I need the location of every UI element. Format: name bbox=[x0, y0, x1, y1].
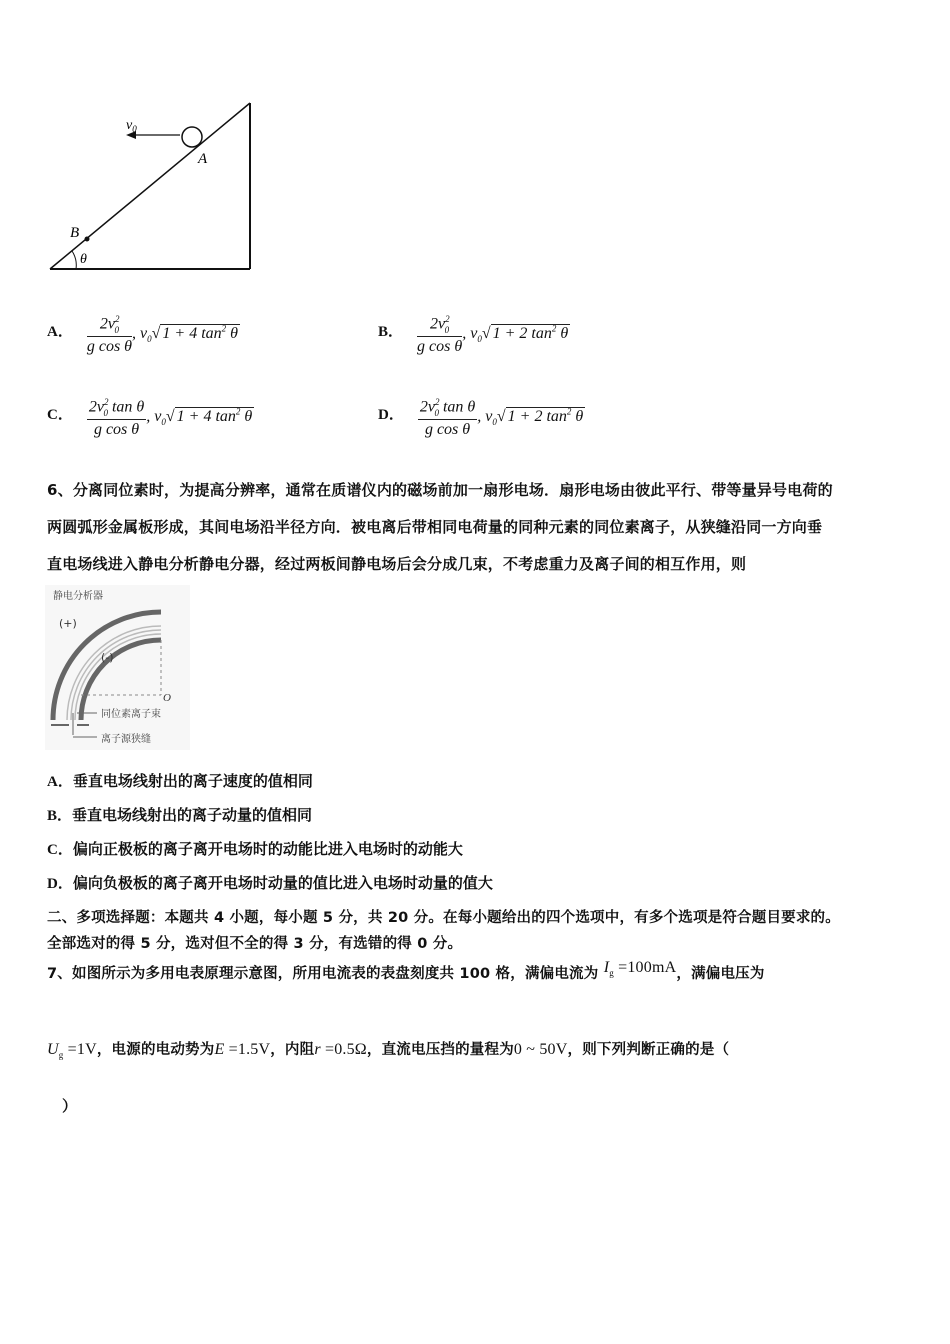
option-letter: A． bbox=[47, 324, 73, 341]
slit-label: 离子源狭缝 bbox=[101, 734, 151, 745]
option-letter: C． bbox=[47, 407, 73, 424]
option-formula: $\frac{2v^2_0 \tan \theta}{\text{g cos θ}}$ , $v_0√$ 1 + 4 $\tan^2 \theta$ bbox=[88, 397, 253, 438]
q6-choice-b[interactable]: B．垂直电场线射出的离子动量的值相同 bbox=[47, 806, 313, 824]
plus-label: (+) bbox=[59, 617, 77, 630]
q6-line-3: 直电场线进入静电分析静电分器，经过两板间静电场后会分成几束，不考虑重力及离子间的相互作用，则 bbox=[47, 555, 747, 573]
q6-line-1: 6、分离同位素时，为提高分辨率，通常在质谱仪内的磁场前加一扇形电场．扇形电场由彼此平行、带等量异号电荷的 bbox=[47, 481, 833, 499]
option-letter: B． bbox=[378, 324, 404, 341]
analyzer-figure bbox=[45, 585, 190, 750]
e-formula: E =1.5V bbox=[214, 1041, 271, 1058]
q6-choice-a[interactable]: A．垂直电场线射出的离子速度的值相同 bbox=[47, 772, 313, 790]
ig-formula: $I_g =100mA$ bbox=[603, 959, 677, 979]
q6-line-2: 两圆弧形金属板形成，其间电场沿半径方向．被电离后带相同电荷量的同种元素的同位素离子，从狭缝沿同一方向垂 bbox=[47, 518, 823, 536]
v0-label: $v_0$ bbox=[126, 118, 137, 134]
q7-line-2: $U_g =1V$，电源的电动势为E =1.5V，内阻r =0.5Ω，直流电压挡的量程为0 ~ 50V，则下列判断正确的是（ bbox=[47, 1041, 730, 1061]
incline-figure bbox=[40, 95, 270, 280]
range-formula: 0 ~ 50V bbox=[513, 1041, 568, 1058]
point-b bbox=[85, 237, 90, 242]
q7-line-1: 7、如图所示为多用电表原理示意图，所用电流表的表盘刻度共 100 格，满偏电流为 $I_g =100mA$，满偏电压为 bbox=[47, 959, 765, 982]
section2-line-2: 全部选对的得 5 分，选对但不全的得 3 分，有选错的得 0 分。 bbox=[47, 936, 463, 952]
q5-option-c[interactable] bbox=[47, 397, 254, 439]
section2-line-1: 二、多项选择题：本题共 4 小题，每小题 5 分，共 20 分。在每小题给出的四个选项中，有多个选项是符合题目要求的。 bbox=[47, 910, 840, 926]
beam-label: 同位素离子束 bbox=[101, 709, 161, 720]
point-o-label: O bbox=[163, 692, 171, 704]
q5-option-b[interactable] bbox=[378, 314, 570, 356]
analyzer-title: 静电分析器 bbox=[53, 591, 103, 602]
option-letter: D． bbox=[378, 407, 404, 424]
q6-choice-c[interactable]: C．偏向正极板的离子离开电场时的动能比进入电场时的动能大 bbox=[47, 840, 463, 858]
angle-arc bbox=[72, 251, 76, 269]
q7-close-paren: ） bbox=[62, 1097, 78, 1115]
label-b: B bbox=[70, 225, 80, 241]
q5-option-a[interactable] bbox=[47, 314, 240, 356]
label-a: A bbox=[198, 151, 208, 167]
ball bbox=[182, 127, 202, 147]
option-formula: $\frac{2v^2_0}{\text{g cos θ}}$ , $v_0√$ 1 + 4 $\tan^2 \theta$ bbox=[86, 314, 239, 355]
minus-label: (-) bbox=[101, 651, 114, 664]
incline-slope bbox=[50, 103, 250, 269]
q5-option-d[interactable] bbox=[378, 397, 585, 439]
ug-formula: $U_g =1V$ bbox=[47, 1041, 97, 1061]
option-formula: $\frac{2v^2_0}{\text{g cos θ}}$ , $v_0√$ 1 + 2 $\tan^2 \theta$ bbox=[417, 314, 569, 355]
q6-choice-d[interactable]: D．偏向负极板的离子离开电场时动量的值比进入电场时动量的值大 bbox=[47, 874, 493, 892]
option-formula: $\frac{2v^2_0 \tan \theta}{\text{g cos θ}}$ , $v_0√$ 1 + 2 $\tan^2 \theta$ bbox=[419, 397, 584, 438]
label-theta: θ bbox=[80, 252, 87, 267]
r-formula: r =0.5Ω bbox=[314, 1041, 367, 1058]
